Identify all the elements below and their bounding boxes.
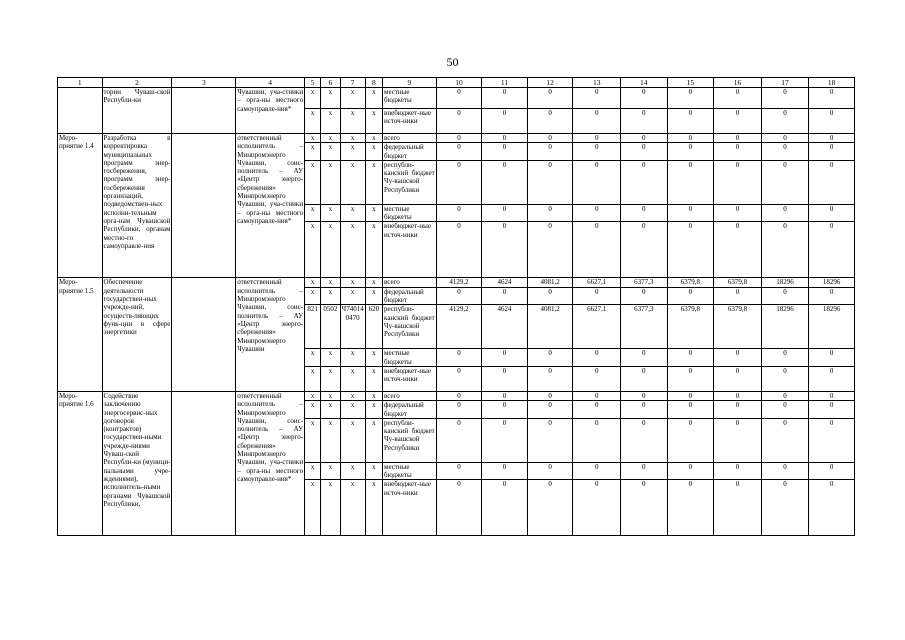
value-cell: 0 (667, 391, 714, 400)
measure-description-cell: тории Чуваш-ской Республи-ки (102, 88, 172, 134)
code-cell: x (321, 401, 340, 419)
value-cell: 0 (527, 134, 573, 143)
value-cell: 0 (667, 366, 714, 391)
column-number-cell: 3 (172, 78, 236, 88)
value-cell: 0 (714, 109, 762, 134)
value-cell: 0 (667, 462, 714, 480)
column-number-cell: 6 (321, 78, 340, 88)
code-cell: x (321, 88, 340, 109)
value-cell: 0 (761, 222, 809, 278)
value-cell: 0 (714, 143, 762, 161)
code-cell: x (365, 278, 382, 287)
value-cell: 0 (809, 109, 855, 134)
funding-source-cell: всего (383, 278, 437, 287)
code-cell: Ч74014 0470 (340, 305, 365, 349)
code-cell: x (365, 366, 382, 391)
value-cell: 0 (809, 204, 855, 222)
code-cell: x (321, 204, 340, 222)
value-cell: 0 (527, 366, 573, 391)
code-cell: x (365, 401, 382, 419)
code-cell: x (321, 222, 340, 278)
code-cell: x (340, 349, 365, 367)
value-cell: 0 (482, 366, 528, 391)
column-number-cell: 11 (482, 78, 528, 88)
code-cell: x (321, 278, 340, 287)
value-cell: 0 (436, 134, 482, 143)
funding-source-cell: внебюджет-ные источ-ники (383, 480, 437, 536)
value-cell: 4129,2 (436, 278, 482, 287)
value-cell: 4129,2 (436, 305, 482, 349)
value-cell: 6379,8 (714, 305, 762, 349)
empty-cell (172, 391, 236, 535)
value-cell: 0 (761, 418, 809, 462)
value-cell: 0 (714, 349, 762, 367)
code-cell: x (365, 391, 382, 400)
code-cell: x (305, 143, 321, 161)
value-cell: 0 (436, 143, 482, 161)
code-cell: x (305, 109, 321, 134)
value-cell: 0 (573, 349, 621, 367)
value-cell: 0 (620, 88, 667, 109)
empty-cell (172, 88, 236, 134)
value-cell: 0 (714, 401, 762, 419)
measure-description-cell: Содействие заключению энергосервис-ных договоров (контрактов) государствен-ными учрежде-ниями Чуваш-ской Республи-ки (муници-пальными учре-ждениями), исполнитель-ными органами Чувашской Республики, (102, 391, 172, 535)
column-number-cell: 16 (714, 78, 762, 88)
value-cell: 0 (809, 366, 855, 391)
code-cell: x (340, 401, 365, 419)
value-cell: 0 (809, 143, 855, 161)
code-cell: x (340, 88, 365, 109)
value-cell: 0 (527, 143, 573, 161)
code-cell: x (340, 134, 365, 143)
column-number-cell: 7 (340, 78, 365, 88)
table-header-row (58, 78, 855, 88)
funding-source-cell: местные бюджеты (383, 349, 437, 367)
column-number-cell: 10 (436, 78, 482, 88)
value-cell: 0 (667, 160, 714, 204)
value-cell: 0 (809, 391, 855, 400)
value-cell: 0 (573, 462, 621, 480)
column-number-cell: 8 (365, 78, 382, 88)
funding-source-cell: внебюджет-ные источ-ники (383, 366, 437, 391)
value-cell: 0 (714, 160, 762, 204)
value-cell: 0 (527, 401, 573, 419)
code-cell: x (321, 109, 340, 134)
funding-source-cell: местные бюджеты (383, 462, 437, 480)
value-cell: 0 (620, 480, 667, 536)
code-cell: x (365, 480, 382, 536)
value-cell: 0 (620, 109, 667, 134)
value-cell: 0 (573, 287, 621, 305)
value-cell: 0 (573, 109, 621, 134)
value-cell: 0 (761, 134, 809, 143)
value-cell: 4624 (482, 305, 528, 349)
code-cell: x (305, 480, 321, 536)
value-cell: 0 (527, 462, 573, 480)
value-cell: 0 (761, 349, 809, 367)
value-cell: 0 (714, 88, 762, 109)
value-cell: 0 (620, 391, 667, 400)
responsible-cell: ответственный исполнитель – Минпромэнерго Чувашии, соис-полнитель – АУ «Центр энерго-сбережения» Минпромэнерго Чувашии (236, 278, 305, 391)
code-cell: x (365, 143, 382, 161)
code-cell: x (305, 287, 321, 305)
value-cell: 4081,2 (527, 305, 573, 349)
responsible-cell: Чувашии, уча-стники – орга-ны местного самоуправле-ния* (236, 88, 305, 134)
code-cell: 821 (305, 305, 321, 349)
value-cell: 0 (527, 287, 573, 305)
value-cell: 0 (667, 143, 714, 161)
value-cell: 0 (809, 287, 855, 305)
value-cell: 0 (573, 401, 621, 419)
value-cell: 0 (482, 287, 528, 305)
code-cell: x (305, 134, 321, 143)
funding-source-cell: всего (383, 134, 437, 143)
column-number-cell: 18 (809, 78, 855, 88)
value-cell: 0 (714, 480, 762, 536)
value-cell: 0 (436, 109, 482, 134)
value-cell: 0 (573, 366, 621, 391)
value-cell: 0 (573, 204, 621, 222)
table-row (58, 134, 855, 143)
code-cell: x (321, 462, 340, 480)
value-cell: 0 (527, 109, 573, 134)
code-cell: x (340, 278, 365, 287)
value-cell: 0 (714, 366, 762, 391)
value-cell: 0 (761, 366, 809, 391)
measure-number-cell: Меро-приятие 1.5 (58, 278, 103, 391)
code-cell: x (340, 480, 365, 536)
code-cell: x (305, 418, 321, 462)
code-cell: x (321, 143, 340, 161)
value-cell: 0 (436, 349, 482, 367)
code-cell: x (340, 287, 365, 305)
value-cell: 0 (482, 134, 528, 143)
value-cell: 0 (714, 462, 762, 480)
value-cell: 18296 (761, 278, 809, 287)
value-cell: 0 (761, 109, 809, 134)
code-cell: x (340, 160, 365, 204)
value-cell: 0 (482, 391, 528, 400)
value-cell: 0 (809, 349, 855, 367)
code-cell: x (340, 366, 365, 391)
value-cell: 0 (714, 287, 762, 305)
code-cell: x (305, 160, 321, 204)
value-cell: 0 (667, 480, 714, 536)
value-cell: 0 (620, 222, 667, 278)
value-cell: 0 (527, 222, 573, 278)
code-cell: x (365, 462, 382, 480)
funding-source-cell: всего (383, 391, 437, 400)
value-cell: 0 (761, 88, 809, 109)
code-cell: x (340, 462, 365, 480)
code-cell: x (340, 109, 365, 134)
value-cell: 0 (809, 462, 855, 480)
value-cell: 0 (761, 480, 809, 536)
value-cell: 0 (809, 222, 855, 278)
value-cell: 0 (620, 462, 667, 480)
code-cell: x (305, 204, 321, 222)
value-cell: 0 (482, 143, 528, 161)
column-number-cell: 15 (667, 78, 714, 88)
code-cell: x (305, 401, 321, 419)
value-cell: 0 (809, 401, 855, 419)
table-row (58, 278, 855, 287)
value-cell: 0 (761, 287, 809, 305)
funding-source-cell: внебюджет-ные источ-ники (383, 222, 437, 278)
value-cell: 0 (667, 204, 714, 222)
value-cell: 0 (436, 160, 482, 204)
value-cell: 6627,1 (573, 305, 621, 349)
value-cell: 0 (482, 160, 528, 204)
value-cell: 0 (667, 222, 714, 278)
value-cell: 6627,1 (573, 278, 621, 287)
measure-number-cell (58, 88, 103, 134)
value-cell: 18296 (809, 278, 855, 287)
code-cell: 620 (365, 305, 382, 349)
measure-number-cell: Меро-приятие 1.4 (58, 134, 103, 278)
code-cell: x (305, 88, 321, 109)
code-cell: x (321, 287, 340, 305)
budget-table (57, 77, 855, 536)
value-cell: 0 (809, 418, 855, 462)
value-cell: 6377,3 (620, 305, 667, 349)
value-cell: 0 (667, 349, 714, 367)
value-cell: 0 (482, 222, 528, 278)
code-cell: x (321, 391, 340, 400)
value-cell: 0 (527, 160, 573, 204)
value-cell: 0 (436, 204, 482, 222)
funding-source-cell: федеральный бюджет (383, 143, 437, 161)
code-cell: x (305, 366, 321, 391)
value-cell: 0 (436, 222, 482, 278)
value-cell: 0 (761, 462, 809, 480)
responsible-cell: ответственный исполнитель – Минпромэнерго Чувашии, соис-полнитель – АУ «Центр энерго-сбережения» Минпромэнерго Чувашии, уча-стники – орга-ны местного самоуправле-ния* (236, 391, 305, 535)
code-cell: x (365, 134, 382, 143)
value-cell: 0 (573, 134, 621, 143)
column-number-cell: 14 (620, 78, 667, 88)
value-cell: 0 (573, 391, 621, 400)
value-cell: 0 (809, 480, 855, 536)
funding-source-cell: внебюджет-ные источ-ники (383, 109, 437, 134)
value-cell: 6379,8 (667, 305, 714, 349)
code-cell: x (305, 462, 321, 480)
value-cell: 0 (620, 366, 667, 391)
value-cell: 0 (761, 143, 809, 161)
code-cell: x (365, 160, 382, 204)
value-cell: 0 (527, 349, 573, 367)
value-cell: 0 (809, 88, 855, 109)
code-cell: x (365, 418, 382, 462)
value-cell: 0 (482, 480, 528, 536)
code-cell: x (340, 204, 365, 222)
value-cell: 0 (667, 418, 714, 462)
code-cell: x (365, 109, 382, 134)
value-cell: 0 (761, 391, 809, 400)
value-cell: 0 (809, 160, 855, 204)
value-cell: 0 (527, 88, 573, 109)
value-cell: 0 (620, 401, 667, 419)
value-cell: 0 (714, 418, 762, 462)
code-cell: x (365, 287, 382, 305)
value-cell: 0 (527, 391, 573, 400)
value-cell: 0 (714, 391, 762, 400)
value-cell: 4624 (482, 278, 528, 287)
value-cell: 0 (573, 222, 621, 278)
value-cell: 0 (620, 204, 667, 222)
funding-source-cell: республи-канский бюджет Чу-вашской Республики (383, 418, 437, 462)
code-cell: x (340, 222, 365, 278)
value-cell: 0 (482, 88, 528, 109)
value-cell: 0 (620, 418, 667, 462)
value-cell: 0 (809, 134, 855, 143)
code-cell: 0502 (321, 305, 340, 349)
funding-source-cell: местные бюджеты (383, 204, 437, 222)
column-number-cell: 1 (58, 78, 103, 88)
value-cell: 0 (667, 401, 714, 419)
value-cell: 0 (620, 134, 667, 143)
code-cell: x (321, 418, 340, 462)
value-cell: 0 (436, 287, 482, 305)
value-cell: 0 (620, 160, 667, 204)
value-cell: 0 (436, 480, 482, 536)
empty-cell (172, 134, 236, 278)
value-cell: 0 (482, 204, 528, 222)
funding-source-cell: республи-канский бюджет Чу-вашской Республики (383, 160, 437, 204)
empty-cell (172, 278, 236, 391)
funding-source-cell: местные бюджеты (383, 88, 437, 109)
responsible-cell: ответственный исполнитель – Минпромэнерго Чувашии, соис-полнитель – АУ «Центр энерго-сбережения» Минпромэнерго Чувашии, уча-стники – орга-ны местного самоуправле-ния* (236, 134, 305, 278)
code-cell: x (340, 143, 365, 161)
funding-source-cell: республи-канский бюджет Чу-вашской Республики (383, 305, 437, 349)
value-cell: 0 (436, 418, 482, 462)
value-cell: 0 (527, 480, 573, 536)
measure-number-cell: Меро-приятие 1.6 (58, 391, 103, 535)
page-number: 50 (446, 55, 459, 69)
code-cell: x (321, 160, 340, 204)
value-cell: 0 (573, 88, 621, 109)
value-cell: 0 (436, 462, 482, 480)
table-row (58, 391, 855, 400)
value-cell: 0 (761, 160, 809, 204)
code-cell: x (321, 366, 340, 391)
code-cell: x (365, 88, 382, 109)
value-cell: 0 (714, 204, 762, 222)
value-cell: 0 (761, 204, 809, 222)
column-number-cell: 2 (102, 78, 172, 88)
value-cell: 0 (482, 418, 528, 462)
code-cell: x (321, 480, 340, 536)
value-cell: 0 (620, 349, 667, 367)
column-number-cell: 4 (236, 78, 305, 88)
value-cell: 0 (527, 418, 573, 462)
value-cell: 0 (667, 287, 714, 305)
code-cell: x (305, 278, 321, 287)
value-cell: 6377,3 (620, 278, 667, 287)
measure-description-cell: Разработка в корректировка муниципальных программ энер-госбережения, программ энер-госбережения организаций, подведомствен-ных исполни-тельным орга-нам Чувашской Республики, органам местно-го самоуправле-ния (102, 134, 172, 278)
value-cell: 0 (482, 401, 528, 419)
column-number-cell: 17 (761, 78, 809, 88)
funding-source-cell: федеральный бюджет (383, 401, 437, 419)
code-cell: x (340, 418, 365, 462)
value-cell: 4081,2 (527, 278, 573, 287)
value-cell: 0 (714, 222, 762, 278)
value-cell: 0 (482, 462, 528, 480)
code-cell: x (321, 349, 340, 367)
funding-source-cell: федеральный бюджет (383, 287, 437, 305)
value-cell: 0 (573, 160, 621, 204)
code-cell: x (340, 391, 365, 400)
code-cell: x (305, 391, 321, 400)
value-cell: 0 (527, 204, 573, 222)
code-cell: x (365, 349, 382, 367)
code-cell: x (321, 134, 340, 143)
table-row (58, 88, 855, 109)
value-cell: 0 (667, 88, 714, 109)
value-cell: 0 (436, 366, 482, 391)
value-cell: 0 (573, 480, 621, 536)
value-cell: 0 (714, 134, 762, 143)
code-cell: x (305, 349, 321, 367)
code-cell: x (365, 222, 382, 278)
value-cell: 0 (436, 401, 482, 419)
value-cell: 0 (667, 134, 714, 143)
code-cell: x (305, 222, 321, 278)
value-cell: 0 (667, 109, 714, 134)
value-cell: 6379,8 (714, 278, 762, 287)
value-cell: 0 (620, 143, 667, 161)
value-cell: 0 (482, 349, 528, 367)
column-number-cell: 9 (383, 78, 437, 88)
value-cell: 0 (761, 401, 809, 419)
column-number-cell: 13 (573, 78, 621, 88)
value-cell: 18296 (809, 305, 855, 349)
value-cell: 0 (436, 88, 482, 109)
value-cell: 0 (436, 391, 482, 400)
column-number-cell: 5 (305, 78, 321, 88)
code-cell: x (365, 204, 382, 222)
value-cell: 18296 (761, 305, 809, 349)
column-number-cell: 12 (527, 78, 573, 88)
value-cell: 6379,8 (667, 278, 714, 287)
value-cell: 0 (620, 287, 667, 305)
value-cell: 0 (573, 143, 621, 161)
measure-description-cell: Обеспечение деятельности государствен-ных учрежде-ний, осуществ-ляющих функ-ции в сфере энергетики (102, 278, 172, 391)
value-cell: 0 (573, 418, 621, 462)
value-cell: 0 (482, 109, 528, 134)
